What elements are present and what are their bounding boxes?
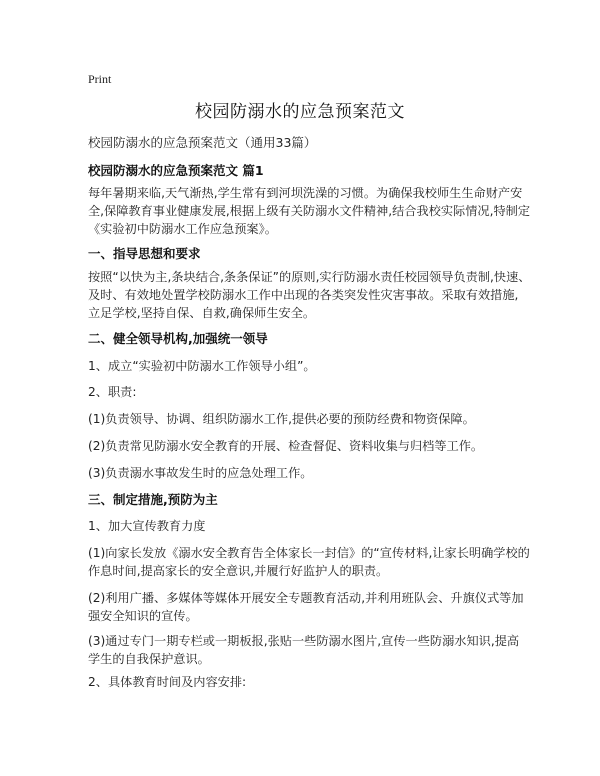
s2-duty-3: (3)负责溺水事故发生时的应急处理工作。 [88,466,313,480]
section-heading-1: 一、指导思想和要求 [88,246,201,261]
page-title: 校园防溺水的应急预案范文 [195,102,405,122]
s3-p3-line: 学生的自我保护意识。 [88,652,210,666]
section-heading-3: 三、制定措施,预防为主 [88,492,218,507]
section1-line: 按照“以快为主,条块结合,条条保证”的原则,实行防溺水责任校园领导负责制,快速、 [88,270,531,284]
s3-paragraph-2 [88,589,528,625]
intro-line: 《实验初中防溺水工作应急预案》。 [88,222,277,236]
s3-paragraph-3 [88,632,528,668]
s2-duty-2: (2)负责常见防溺水安全教育的开展、检查督促、资料收集与归档等工作。 [88,439,484,453]
s2-duty-1: (1)负责领导、协调、组织防溺水工作,提供必要的预防经费和物资保障。 [88,412,475,426]
intro-paragraph [88,184,531,238]
s2-item-1: 1、成立“实验初中防溺水工作领导小组”。 [88,359,316,373]
section1-paragraph [88,268,531,322]
section-heading-2: 二、健全领导机构,加强统一领导 [88,331,268,346]
s3-p1-line: 作息时间,提高家长的安全意识,并履行好监护人的职责。 [88,564,389,578]
s3-item-2: 2、具体教育时间及内容安排: [88,675,247,689]
s3-p2-line: (2)利用广播、多媒体等媒体开展安全专题教育活动,并利用班队会、升旗仪式等加 [88,591,524,605]
section1-line: 立足学校,坚持自保、自救,确保师生安全。 [88,306,316,320]
subtitle: 校园防溺水的应急预案范文（通用33篇） [88,135,317,150]
intro-line: 全,保障教育事业健康发展,根据上级有关防溺水文件精神,结合我校实际情况,特制定 [88,204,531,218]
s2-item-2: 2、职责: [88,385,137,399]
print-label[interactable]: Print [88,72,112,86]
s3-paragraph-1 [88,544,528,580]
s3-p1-line: (1)向家长发放《溺水安全教育告全体家长一封信》的“宣传材料,让家长明确学校的 [88,546,530,560]
intro-line: 每年暑期来临,天气渐热,学生常有到河坝洗澡的习惯。为确保我校师生生命财产安 [88,186,523,200]
article-heading: 校园防溺水的应急预案范文 篇1 [88,163,264,178]
section1-line: 及时、有效地处置学校防溺水工作中出现的各类突发性灾害事故。采取有效措施, [88,288,519,302]
s3-p2-line: 强安全知识的宣传。 [88,609,198,623]
s3-item-1: 1、加大宣传教育力度 [88,519,206,533]
s3-p3-line: (3)通过专门一期专栏或一期板报,张贴一些防溺水图片,宣传一些防溺水知识,提高 [88,634,520,648]
